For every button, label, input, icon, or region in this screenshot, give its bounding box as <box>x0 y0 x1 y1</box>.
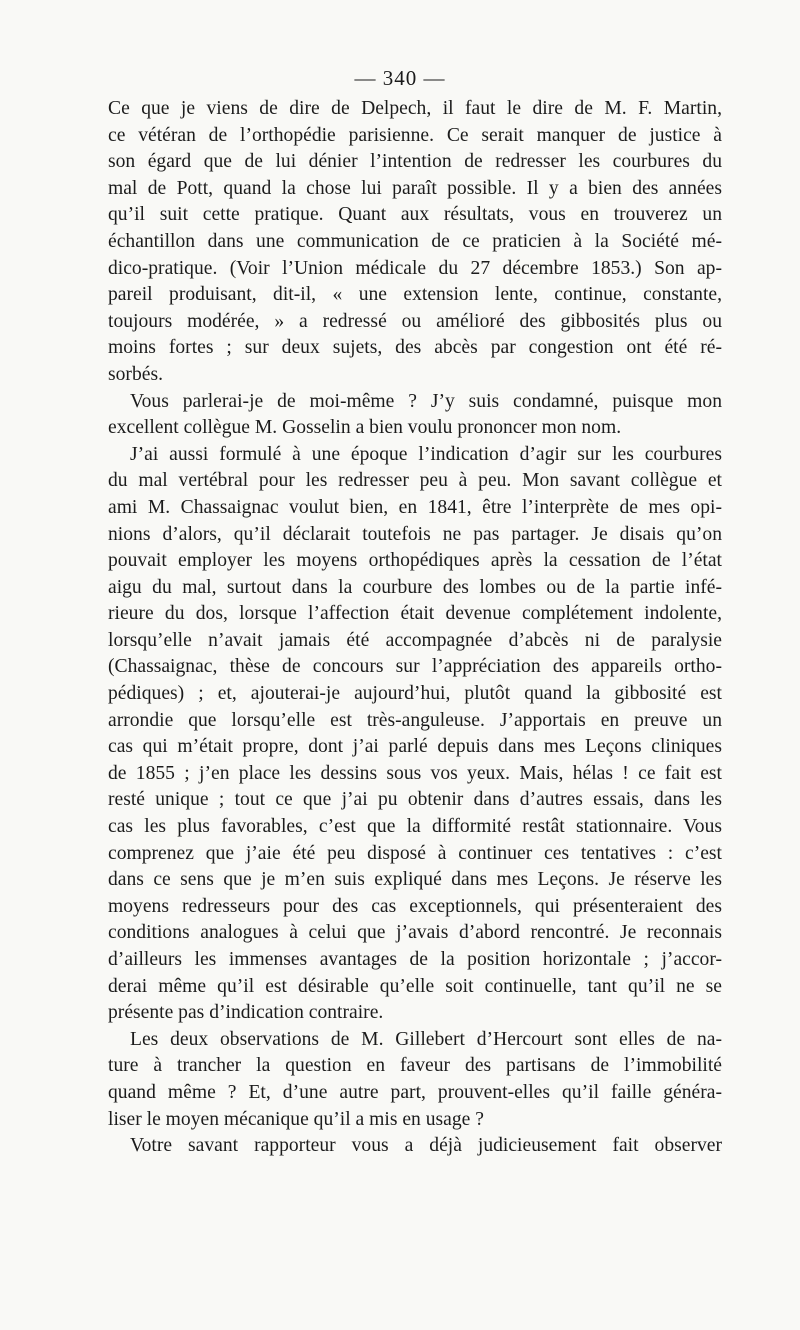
body-text <box>108 96 722 1160</box>
text-line: pédiques) ; et, ajouterai-je aujourd’hui, plutôt quand la gibbosité est <box>108 683 722 705</box>
text-line: conditions analogues à celui que j’avais d’abord rencontré. Je reconnais <box>108 922 722 944</box>
text-line: mal de Pott, quand la chose lui paraît possible. Il y a bien des années <box>108 177 722 199</box>
text-line: excellent collègue M. Gosselin a bien voulu prononcer mon nom. <box>108 417 622 439</box>
text-line: de 1855 ; j’en place les dessins sous vos yeux. Mais, hélas ! ce fait est <box>108 762 722 784</box>
text-line: rieure du dos, lorsque l’affection était devenue complétement indolente, <box>108 603 722 625</box>
text-line: quand même ? Et, d’une autre part, prouvent-elles qu’il faille généra- <box>108 1081 722 1103</box>
text-line: d’ailleurs les immenses avantages de la position horizontale ; j’accor- <box>108 949 722 970</box>
text-line: ture à trancher la question en faveur des partisans de l’immobilité <box>108 1055 722 1077</box>
text-line: Vous parlerai-je de moi-même ? J’y suis condamné, puisque mon <box>130 390 722 412</box>
text-line: qu’il suit cette pratique. Quant aux résultats, vous en trouverez un <box>108 204 722 226</box>
text-line: J’ai aussi formulé à une époque l’indication d’agir sur les courbures <box>130 443 722 465</box>
text-line: ami M. Chassaignac voulut bien, en 1841, être l’interprète de mes opi- <box>108 496 722 518</box>
text-line: pouvait employer les moyens orthopédiques après la cessation de l’état <box>108 550 722 572</box>
text-line: moins fortes ; sur deux sujets, des abcès par congestion ont été ré- <box>108 337 722 359</box>
text-line: présente pas d’indication contraire. <box>108 1002 384 1024</box>
text-line: derai même qu’il est désirable qu’elle soit continuelle, tant qu’il ne se <box>108 975 722 997</box>
text-line: échantillon dans une communication de ce praticien à la Société mé- <box>108 230 722 252</box>
text-line: son égard que de lui dénier l’intention de redresser les courbures du <box>108 151 722 173</box>
text-line: cas les plus favorables, c’est que la difformité restât stationnaire. Vous <box>108 816 722 838</box>
text-line: dico-pratique. (Voir l’Union médicale du 27 décembre 1853.) Son ap- <box>108 257 722 279</box>
text-line: Ce que je viens de dire de Delpech, il faut le dire de M. F. Martin, <box>108 98 722 119</box>
text-line: (Chassaignac, thèse de concours sur l’appréciation des appareils ortho- <box>108 656 722 678</box>
text-line: du mal vertébral pour les redresser peu à peu. Mon savant collègue et <box>108 470 722 492</box>
text-line: ce vétéran de l’orthopédie parisienne. Ce serait manquer de justice à <box>108 124 722 146</box>
text-line: toujours modérée, » a redressé ou amélioré des gibbosités plus ou <box>108 310 722 332</box>
text-line: resté unique ; tout ce que j’ai pu obtenir dans d’autres essais, dans les <box>108 789 722 811</box>
text-line: arrondie que lorsqu’elle est très-anguleuse. J’apportais en preuve un <box>108 709 722 731</box>
text-line: sorbés. <box>108 363 163 385</box>
text-line: nions d’alors, qu’il déclarait toutefois ne pas partager. Je disais qu’on <box>108 523 722 545</box>
text-line: pareil produisant, dit-il, « une extension lente, continue, constante, <box>108 284 722 306</box>
text-line: cas qui m’était propre, dont j’ai parlé depuis dans mes Leçons cliniques <box>108 736 722 758</box>
page-number: — 340 — <box>354 66 446 90</box>
text-line: Les deux observations de M. Gillebert d’Hercourt sont elles de na- <box>130 1028 722 1050</box>
text-line: dans ce sens que je m’en suis expliqué dans mes Leçons. Je réserve les <box>108 869 722 891</box>
text-line: Votre savant rapporteur vous a déjà judicieusement fait observer <box>130 1135 722 1157</box>
text-line: moyens redresseurs pour des cas exceptionnels, qui présenteraient des <box>108 895 722 917</box>
text-line: aigu du mal, surtout dans la courbure des lombes ou de la partie infé- <box>108 576 722 598</box>
text-line: comprenez que j’aie été peu disposé à continuer ces tentatives : c’est <box>108 842 722 864</box>
text-line: liser le moyen mécanique qu’il a mis en usage ? <box>108 1108 484 1130</box>
text-line: lorsqu’elle n’avait jamais été accompagnée d’abcès ni de paralysie <box>108 629 722 651</box>
